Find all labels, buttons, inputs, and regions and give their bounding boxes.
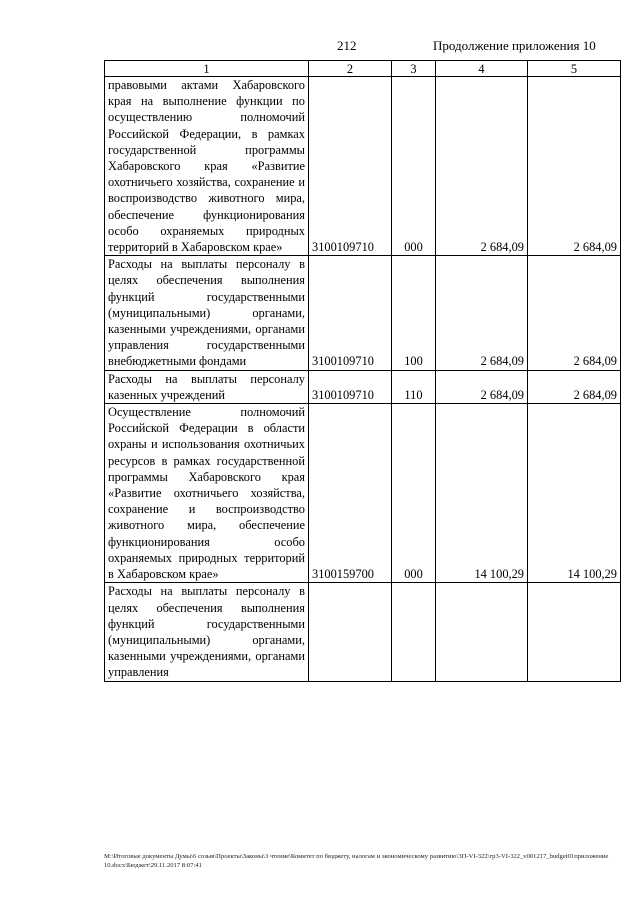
row-expense-type — [392, 583, 436, 681]
column-header: 3 — [392, 61, 436, 77]
row-sum-1: 2 684,09 — [436, 77, 528, 256]
table-row — [105, 77, 621, 256]
row-sum-2: 2 684,09 — [528, 77, 621, 256]
row-code: 3100109710 — [309, 370, 392, 403]
file-path-footer: M:\Итоговые документы Думы\6 созыв\Проекты\Законы\3 чтение\Комитет по бюджету, налогам и экономическому развитию\3П-VI-322\гр3-VI-322_v001217_budget01приложение 10.docx\Бюджет\29.11.2017 8:07:41 — [104, 853, 609, 869]
row-sum-2: 14 100,29 — [528, 404, 621, 583]
row-code: 3100159700 — [309, 404, 392, 583]
row-sum-1: 2 684,09 — [436, 256, 528, 370]
row-expense-type: 100 — [392, 256, 436, 370]
row-code: 3100109710 — [309, 256, 392, 370]
table-row — [105, 256, 621, 370]
row-sum-2 — [528, 583, 621, 681]
row-code: 3100109710 — [309, 77, 392, 256]
row-description: Осуществление полномочий Российской Федерации в области охраны и использования охотничьих ресурсов в рамках государственной программы Хабаровского края «Развитие охотничьего хозяйства, сохранение и воспроизводство животного мира, обеспечение функционирования особо охраняемых природных территорий в Хабаровском крае» — [105, 404, 309, 583]
row-description: Расходы на выплаты персоналу казенных учреждений — [105, 370, 309, 403]
row-sum-2: 2 684,09 — [528, 370, 621, 403]
row-code — [309, 583, 392, 681]
table-header-row — [105, 61, 621, 77]
column-header: 2 — [309, 61, 392, 77]
row-expense-type: 110 — [392, 370, 436, 403]
table-row — [105, 370, 621, 403]
row-description: Расходы на выплаты персоналу в целях обеспечения выполнения функций государственными (муниципальными) органами, казенными учреждениями, органами управления — [105, 583, 309, 681]
row-sum-1: 2 684,09 — [436, 370, 528, 403]
column-header: 5 — [528, 61, 621, 77]
column-header: 1 — [105, 61, 309, 77]
row-expense-type: 000 — [392, 77, 436, 256]
column-header: 4 — [436, 61, 528, 77]
row-description: Расходы на выплаты персоналу в целях обеспечения выполнения функций государственными (муниципальными) органами, казенными учреждениями, органами управления государственными внебюджетными фондами — [105, 256, 309, 370]
page-number: 212 — [337, 38, 357, 53]
row-sum-2: 2 684,09 — [528, 256, 621, 370]
row-expense-type: 000 — [392, 404, 436, 583]
row-sum-1: 14 100,29 — [436, 404, 528, 583]
table-row — [105, 404, 621, 583]
table-row — [105, 583, 621, 681]
row-sum-1 — [436, 583, 528, 681]
row-description: правовыми актами Хабаровского края на выполнение функции по осуществлению полномочий Российской Федерации, в рамках государственной программы Хабаровского края «Развитие охотничьего хозяйства, сохранение и воспроизводство животного мира, обеспечение функционирования особо охраняемых природных территорий в Хабаровском крае» — [105, 77, 309, 256]
budget-table — [104, 60, 621, 682]
continuation-label: Продолжение приложения 10 — [433, 38, 596, 53]
